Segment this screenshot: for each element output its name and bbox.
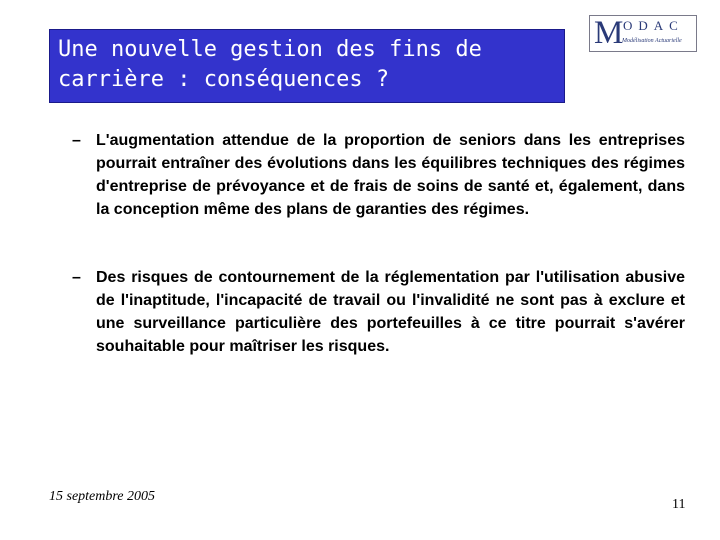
footer-date: 15 septembre 2005 <box>49 489 156 504</box>
slide-title <box>49 29 565 103</box>
modac-logo <box>589 15 697 52</box>
bullet-text-2: Des risques de contournement de la réglementation par l'utilisation abusive de l'inaptitude, l'incapacité de travail ou l'invalidité ne sont pas à exclure et une surveillance particulière des portefeuilles à ce titre pourrait s'avérer souhaitable pour maîtriser les risques. <box>96 269 685 355</box>
slide-title-line-1: Une nouvelle gestion des fins de <box>58 37 482 62</box>
bullet-marker-2: – <box>72 269 81 286</box>
logo-letter: M <box>594 15 624 51</box>
bullet-marker-1: – <box>72 132 81 149</box>
page-number: 11 <box>672 497 686 512</box>
bullet-text-1: L'augmentation attendue de la proportion de seniors dans les entreprises pourrait entraîner des évolutions dans les équilibres techniques des régimes d'entreprise de prévoyance et de frais de soins de santé et, également, dans la conception même des plans de garanties des régimes. <box>96 132 685 218</box>
slide-title-line-2: carrière : conséquences ? <box>58 67 390 92</box>
logo-subtitle: Modélisation Actuarielle <box>622 38 682 44</box>
logo-name: ODAC <box>623 18 684 33</box>
